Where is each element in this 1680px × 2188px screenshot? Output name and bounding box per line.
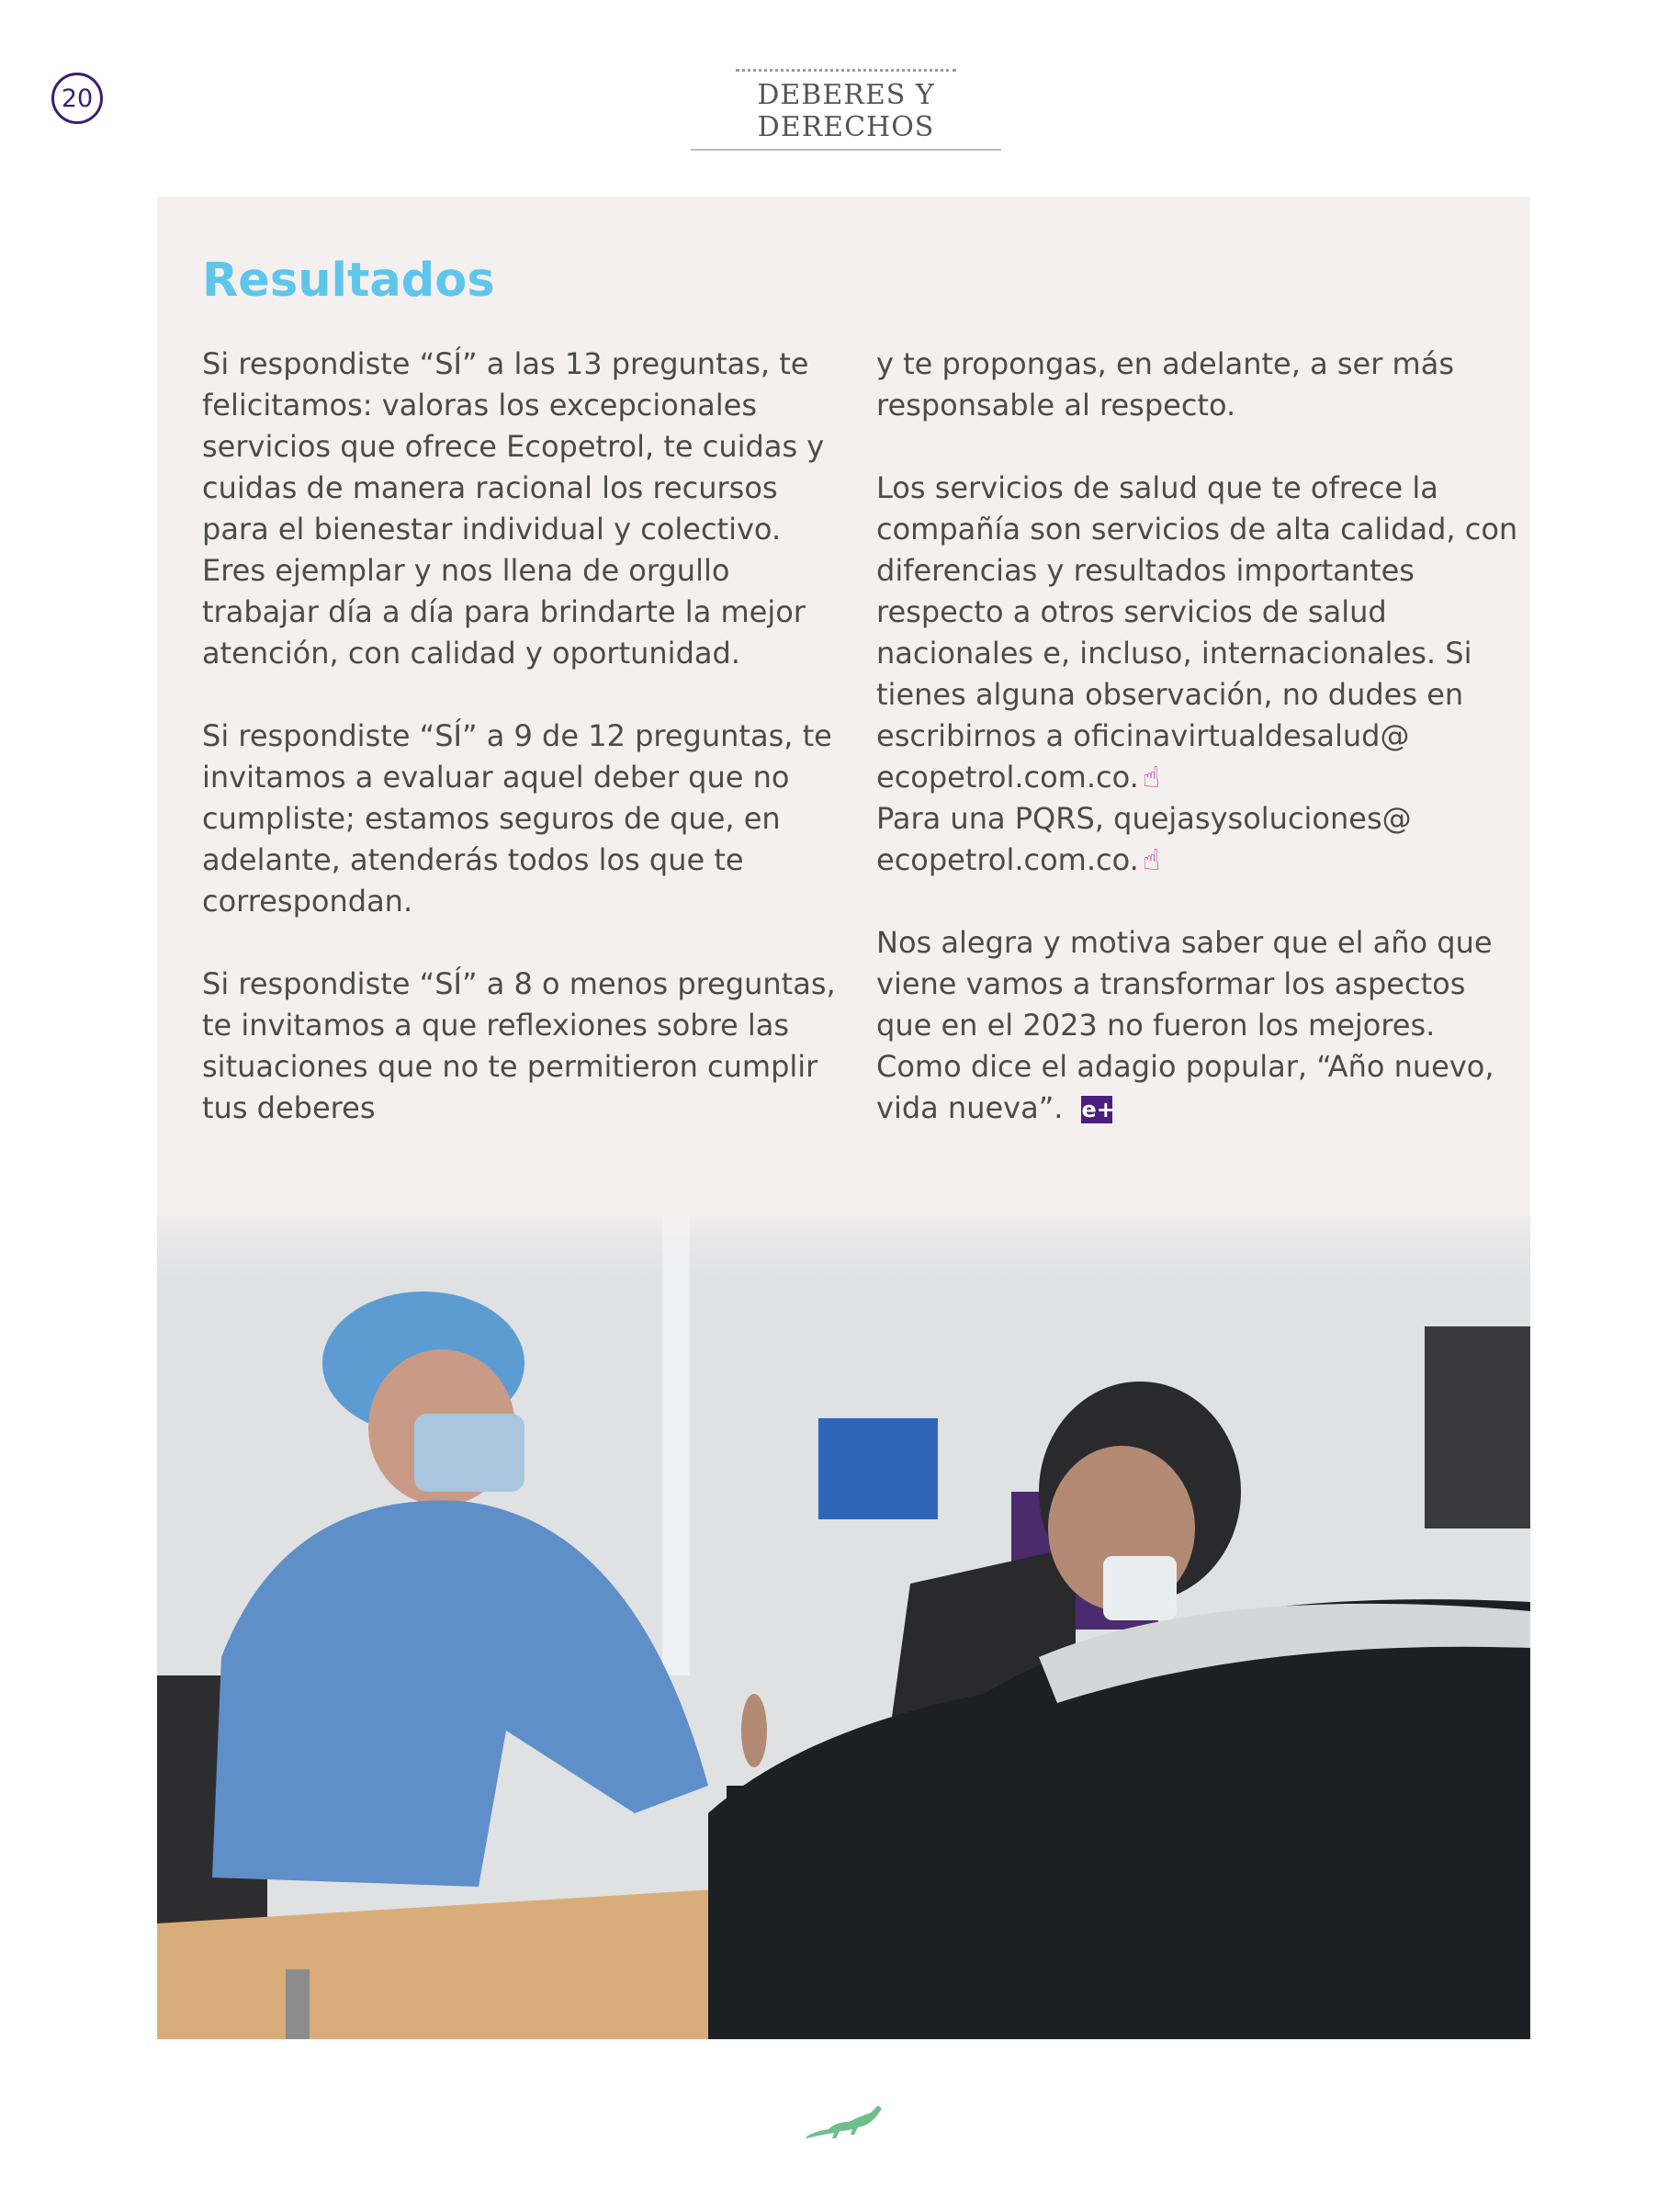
medical-consultation-photo: [157, 1216, 1530, 2039]
pointing-hand-icon[interactable]: ☝: [1142, 842, 1161, 877]
section-header: [691, 69, 1001, 151]
pqrs-label: Para una PQRS,: [876, 801, 1114, 836]
email-link-oficina[interactable]: oficinavirtualdesalud@ ecopetrol.com.co.: [876, 718, 1410, 795]
email-link-quejas[interactable]: quejasysoluciones@ ecopetrol.com.co.: [876, 801, 1412, 877]
pointing-hand-icon[interactable]: ☝: [1142, 760, 1161, 795]
page-number: 20: [51, 73, 103, 124]
paragraph-health-services: [876, 468, 1519, 881]
health-services-text: Los servicios de salud que te ofrece la compañía son servicios de alta calidad, con diferencias y resultados importantes respecto a otros servicios de salud nacionales e, incluso, internacionales. Si tienes alguna observación, no dudes en escribirnos a: [876, 470, 1518, 753]
iguana-icon: [805, 2098, 884, 2144]
results-panel: [157, 197, 1530, 2039]
paragraph-9-of-12: Si respondiste “SÍ” a 9 de 12 preguntas, te invitamos a evaluar aquel deber que no cumpliste; estamos seguros de que, en adelante, atenderás todos los que te correspondan.: [202, 718, 832, 919]
header-dots: [736, 69, 956, 72]
paragraph-8-or-less: Si respondiste “SÍ” a 8 o menos preguntas, te invitamos a que reflexiones sobre las situaciones que no te permitieron cumplir tus deberes: [202, 966, 836, 1125]
paragraph-continuation: y te propongas, en adelante, a ser más responsable al respecto.: [876, 346, 1454, 423]
right-column: [876, 344, 1519, 1170]
eplus-logo: e+: [1081, 1097, 1115, 1122]
left-column: [202, 344, 836, 1170]
section-title: DEBERES Y DERECHOS: [691, 79, 1001, 151]
photo-fade: [157, 1189, 1530, 1280]
closing-text: Nos alegra y motiva saber que el año que viene vamos a transformar los aspectos que en el 2023 no fueron los mejores. Como dice el adagio popular, “Año nuevo, vida nueva”.: [876, 925, 1494, 1125]
paragraph-13-yes: Si respondiste “SÍ” a las 13 preguntas, te felicitamos: valoras los excepcionales servicios que ofrece Ecopetrol, te cuidas y cuidas de manera racional los recursos para el bienestar individual y colectivo. Eres ejemplar y nos llena de orgullo trabajar día a día para brindarte la mejor atención, con calidad y oportunidad.: [202, 346, 825, 671]
paragraph-closing: [876, 922, 1519, 1129]
results-heading: Resultados: [202, 254, 495, 308]
